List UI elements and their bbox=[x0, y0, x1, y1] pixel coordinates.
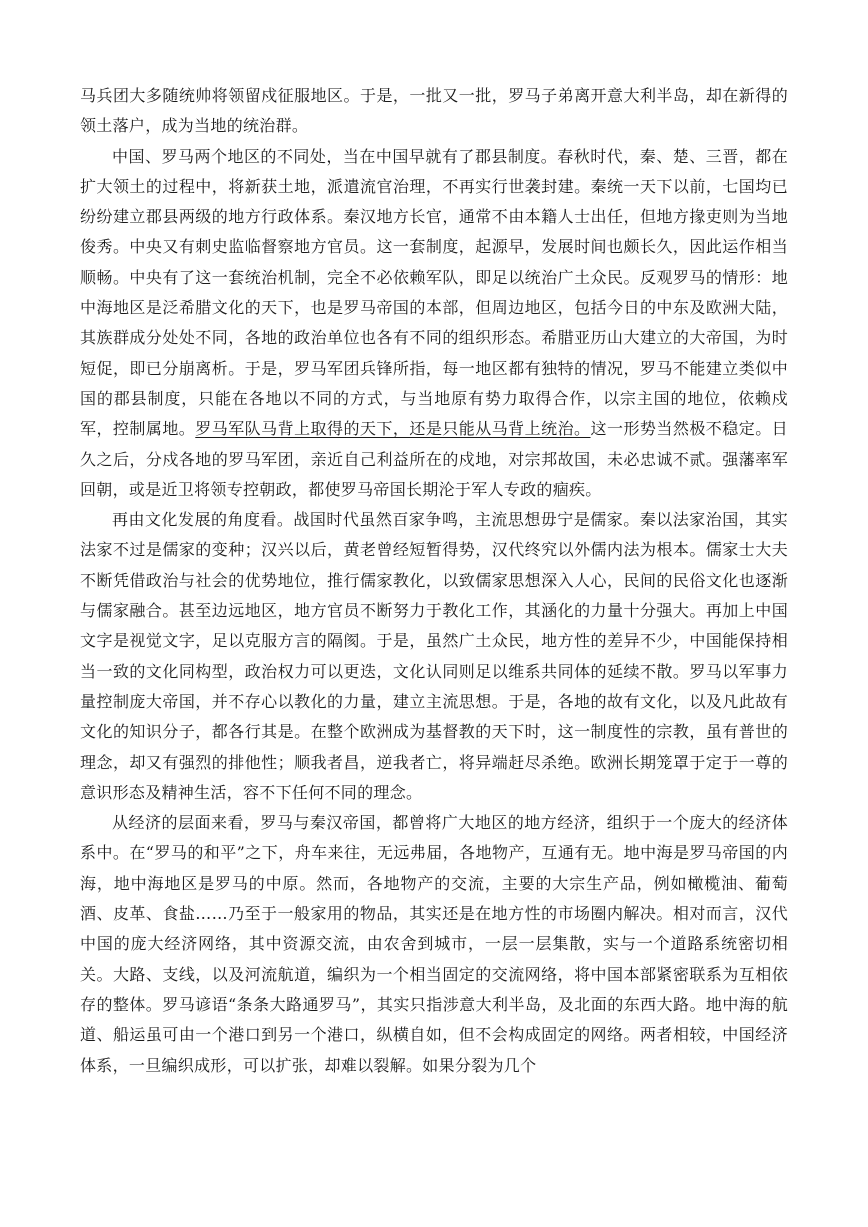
paragraph-2-text-b: 这一形势当然极不稳定。日久之后，分戍各地的罗马军团，亲近自己利益所在的戍地，对宗邦故国，未必忠诚不贰。强藩率军回朝，或是近卫将领专控朝政，都使罗马帝国长期沦于军人专政的痼疾。 bbox=[80, 419, 788, 499]
paragraph-2 bbox=[80, 142, 788, 506]
paragraph-4: 从经济的层面来看，罗马与秦汉帝国，都曾将广大地区的地方经济，组织于一个庞大的经济体系中。在“罗马的和平”之下，舟车来往，无远弗届，各地物产，互通有无。地中海是罗马帝国的内海，地中海地区是罗马的中原。然而，各地物产的交流，主要的大宗生产品，例如橄榄油、葡萄酒、皮革、食盐……乃至于一般家用的物品，其实还是在地方性的市场圈内解决。相对而言，汉代中国的庞大经济网络，其中资源交流，由农舍到城市，一层一层集散，实与一个道路系统密切相关。大路、支线，以及河流航道，编织为一个相当固定的交流网络，将中国本部紧密联系为互相依存的整体。罗马谚语“条条大路通罗马”，其实只指涉意大利半岛，及北面的东西大路。地中海的航道、船运虽可由一个港口到另一个港口，纵横自如，但不会构成固定的网络。两者相较，中国经济体系，一旦编织成形，可以扩张，却难以裂解。如果分裂为几个 bbox=[80, 813, 788, 1075]
paragraph-1: 马兵团大多随统帅将领留戍征服地区。于是，一批又一批，罗马子弟离开意大利半岛，却在新得的领土落户，成为当地的统治群。 bbox=[80, 86, 788, 136]
paragraph-3: 再由文化发展的角度看。战国时代虽然百家争鸣，主流思想毋宁是儒家。秦以法家治国，其实法家不过是儒家的变种；汉兴以后，黄老曾经短暂得势，汉代终究以外儒内法为根本。儒家士大夫不断凭借政治与社会的优势地位，推行儒家教化，以致儒家思想深入人心，民间的民俗文化也逐渐与儒家融合。甚至边远地区，地方官员不断努力于教化工作，其涵化的力量十分强大。再加上中国文字是视觉文字，足以克服方言的隔阂。于是，虽然广土众民，地方性的差异不少，中国能保持相当一致的文化同构型，政治权力可以更迭，文化认同则足以维系共同体的延续不散。罗马以军事力量控制庞大帝国，并不存心以教化的力量，建立主流思想。于是，各地的故有文化，以及凡此故有文化的知识分子，都各行其是。在整个欧洲成为基督教的天下时，这一制度性的宗教，虽有普世的理念，却又有强烈的排他性；顺我者昌，逆我者亡，将异端赶尽杀绝。欧洲长期笼罩于定于一尊的意识形态及精神生活，容不下任何不同的理念。 bbox=[80, 510, 788, 802]
paragraph-2-text-a: 中国、罗马两个地区的不同处，当在中国早就有了郡县制度。春秋时代，秦、楚、三晋，都在扩大领土的过程中，将新获土地，派遣流官治理，不再实行世袭封建。秦统一天下以前，七国均已纷纷建立郡县两级的地方行政体系。秦汉地方长官，通常不由本籍人士出任，但地方掾吏则为当地俊秀。中央又有刺史监临督察地方官员。这一套制度，起源早，发展时间也颇长久，因此运作相当顺畅。中央有了这一套统治机制，完全不必依赖军队，即足以统治广土众民。反观罗马的情形：地中海地区是泛希腊文化的天下，也是罗马帝国的本部，但周边地区，包括今日的中东及欧洲大陆，其族群成分处处不同，各地的政治单位也各有不同的组织形态。希腊亚历山大建立的大帝国，为时短促，即已分崩离析。于是，罗马军团兵锋所指，每一地区都有独特的情况，罗马不能建立类似中国的郡县制度，只能在各地以不同的方式，与当地原有势力取得合作，以宗主国的地位，依赖戍军，控制属地。 bbox=[80, 146, 788, 439]
underlined-sentence: 罗马军队马背上取得的天下，还是只能从马背上统治。 bbox=[195, 419, 591, 439]
document-body bbox=[80, 81, 788, 1081]
